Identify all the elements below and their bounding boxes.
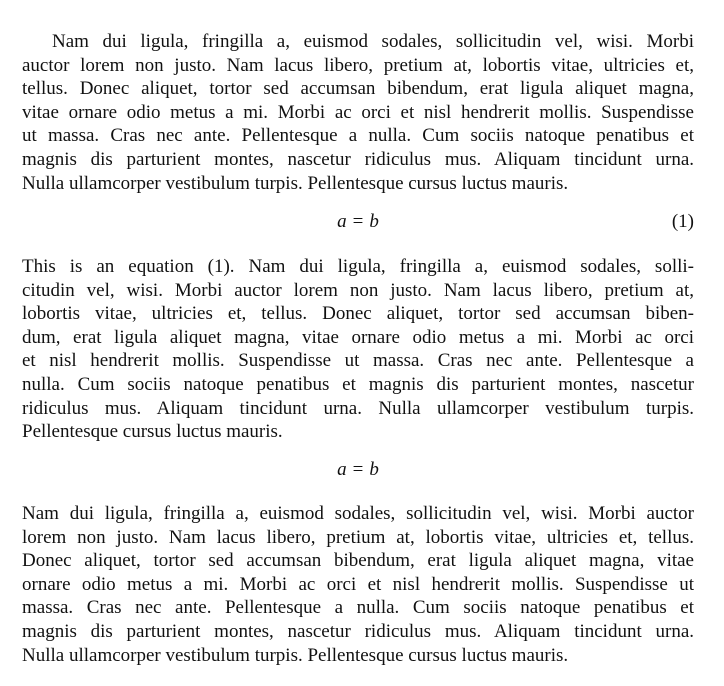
paragraph-2-line: Pellentesque cursus luctus mauris. — [22, 421, 283, 443]
paragraph-2-line: citudin vel, wisi. Morbi auctor lorem non justo. Nam lacus libero, pretium at, — [22, 279, 694, 301]
paragraph-3 — [22, 502, 694, 667]
paragraph-3-line: ornare odio metus a mi. Morbi ac orci et nisl hendrerit mollis. Suspendisse ut — [22, 573, 694, 595]
paragraph-1-line: tellus. Donec aliquet, tortor sed accumsan bibendum, erat ligula aliquet magna, — [22, 78, 694, 100]
paragraph-1-line: ut massa. Cras nec ante. Pellentesque a nulla. Cum sociis natoque penatibus et — [22, 125, 694, 147]
equation-1-rhs: b — [369, 211, 379, 232]
equation-1-lhs: a — [337, 211, 347, 232]
paragraph-3-line: Nulla ullamcorper vestibulum turpis. Pellentesque cursus luctus mauris. — [22, 644, 569, 666]
paragraph-1-line: Nulla ullamcorper vestibulum turpis. Pellentesque cursus luctus mauris. — [22, 172, 569, 194]
equation-1-number: (1) — [671, 211, 694, 232]
equation-1-operator: = — [352, 211, 364, 232]
paragraph-1-line: magnis dis parturient montes, nascetur ridiculus mus. Aliquam tincidunt urna. — [22, 148, 694, 170]
paragraph-1-line: auctor lorem non justo. Nam lacus libero, pretium at, lobortis vitae, ultricies et, — [22, 54, 694, 76]
paragraph-2-line: lobortis vitae, ultricies et, tellus. Donec aliquet, tortor sed accumsan biben- — [22, 303, 694, 325]
equation-2-rhs: b — [369, 459, 379, 480]
paragraph-3-line: magnis dis parturient montes, nascetur ridiculus mus. Aliquam tincidunt urna. — [22, 620, 694, 642]
equation-2-operator: = — [352, 459, 364, 480]
paragraph-2-line: dum, erat ligula aliquet magna, vitae ornare odio metus a mi. Morbi ac orci — [22, 326, 694, 348]
paragraph-2-line: This is an equation (1). Nam dui ligula, fringilla a, euismod sodales, solli- — [22, 256, 694, 277]
paragraph-3-line: massa. Cras nec ante. Pellentesque a nulla. Cum sociis natoque penatibus et — [22, 597, 694, 619]
equation-2-body — [22, 458, 694, 482]
paragraph-1-line: Nam dui ligula, fringilla a, euismod sodales, sollicitudin vel, wisi. Morbi — [52, 31, 694, 52]
equation-2 — [22, 458, 694, 482]
paragraph-2-line: et nisl hendrerit mollis. Suspendisse ut massa. Cras nec ante. Pellentesque a — [22, 350, 694, 372]
paragraph-2-line: nulla. Cum sociis natoque penatibus et magnis dis parturient montes, nascetur — [22, 373, 694, 395]
paragraph-2 — [22, 255, 694, 444]
paragraph-1-line: vitae ornare odio metus a mi. Morbi ac orci et nisl hendrerit mollis. Suspendisse — [22, 101, 694, 123]
equation-1 — [22, 210, 694, 234]
paragraph-2-line: ridiculus mus. Aliquam tincidunt urna. Nulla ullamcorper vestibulum turpis. — [22, 397, 694, 419]
paragraph-1 — [22, 30, 694, 195]
paragraph-3-line: lorem non justo. Nam lacus libero, pretium at, lobortis vitae, ultricies et, tellus. — [22, 526, 694, 548]
paragraph-3-line: Donec aliquet, tortor sed accumsan bibendum, erat ligula aliquet magna, vitae — [22, 550, 694, 572]
equation-1-body — [22, 210, 694, 234]
equation-2-lhs: a — [337, 459, 347, 480]
paragraph-3-line: Nam dui ligula, fringilla a, euismod sodales, sollicitudin vel, wisi. Morbi auctor — [22, 503, 694, 524]
